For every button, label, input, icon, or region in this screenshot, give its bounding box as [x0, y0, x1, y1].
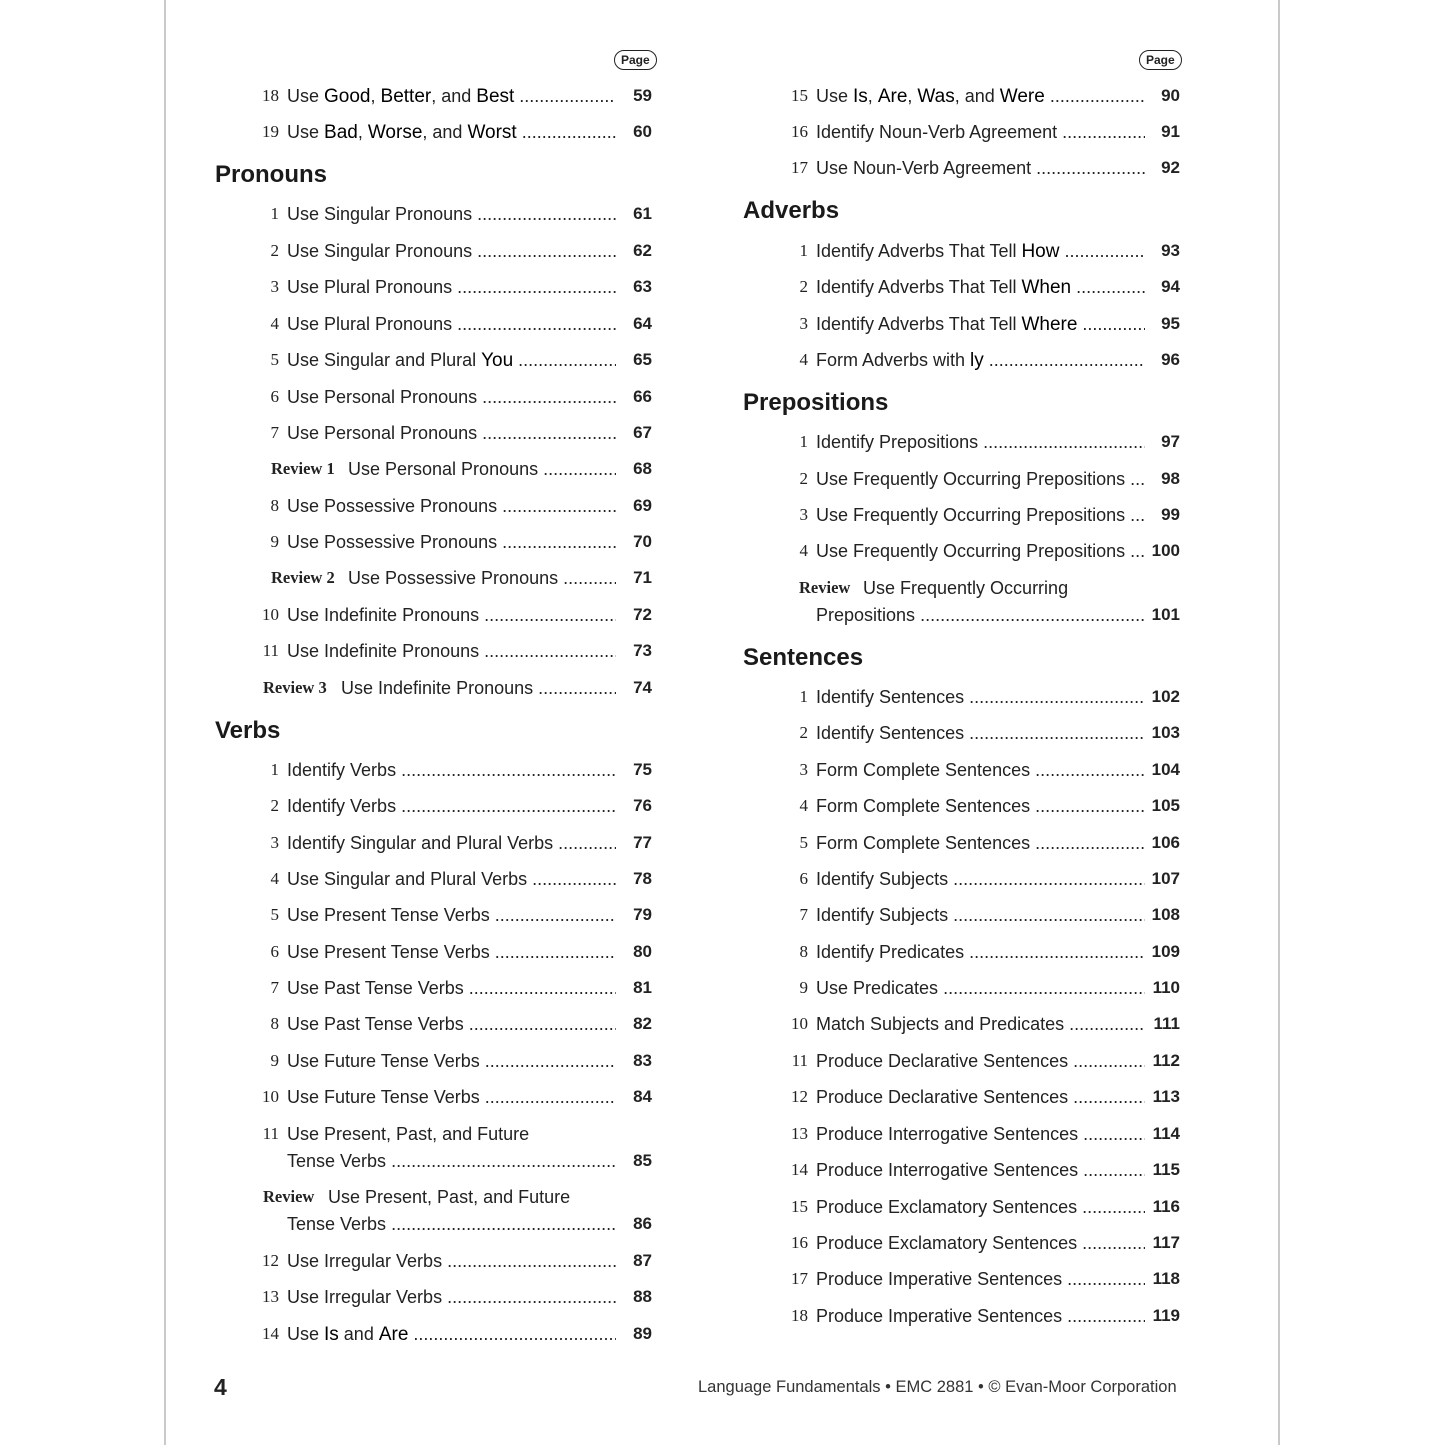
entry-page-number: 82 [633, 1014, 652, 1033]
entry-number: 1 [799, 687, 808, 706]
title-text: Identify Singular and Plural Verbs [287, 833, 554, 853]
entry-page-number: 109 [1151, 942, 1180, 961]
entry-page-number: 89 [633, 1324, 652, 1343]
title-text: Use Frequently Occurring Prepositions [816, 469, 1126, 489]
toc-entry-title [816, 428, 1145, 456]
entry-page-number: 98 [1161, 469, 1180, 488]
toc-entry-title [816, 601, 1145, 629]
title-keyword: Are [378, 1324, 409, 1345]
title-text: Use Possessive Pronouns [287, 532, 498, 552]
entry-page-number: 107 [1151, 869, 1180, 888]
entry-page-number: 100 [1151, 541, 1180, 560]
entry-number: 4 [799, 796, 808, 815]
entry-page-number: 69 [633, 496, 652, 515]
toc-entry-title [816, 154, 1145, 182]
entry-number: 14 [262, 1324, 279, 1343]
entry-number: 11 [262, 1124, 279, 1143]
entry-number: 2 [270, 796, 279, 815]
entry-page-number: 118 [1152, 1269, 1180, 1288]
title-keyword: Better [380, 86, 432, 107]
title-text: Use Plural Pronouns [287, 277, 453, 297]
toc-entry-title [816, 901, 1145, 929]
section-heading: Verbs [215, 717, 281, 744]
page-edge-right [1278, 0, 1280, 1445]
toc-entry-title [287, 974, 616, 1002]
title-text: Use Personal Pronouns [287, 387, 478, 407]
entry-number: 7 [270, 978, 279, 997]
entry-page-number: 112 [1152, 1051, 1180, 1070]
entry-page-number: 79 [633, 905, 652, 924]
title-keyword: Worst [467, 122, 517, 143]
toc-entry-title [341, 674, 616, 702]
title-keyword: Good [324, 86, 371, 107]
entry-number: 10 [262, 1087, 279, 1106]
entry-number: 5 [270, 350, 279, 369]
toc-entry-title [816, 1229, 1145, 1257]
title-text: Use Personal Pronouns [287, 423, 478, 443]
entry-number: 9 [799, 978, 808, 997]
toc-entry-title [816, 756, 1145, 784]
title-text: Use Plural Pronouns [287, 314, 453, 334]
title-text: Use Frequently Occurring Prepositions [816, 541, 1126, 561]
entry-number: 13 [262, 1287, 279, 1306]
toc-entry-title [287, 1047, 616, 1075]
entry-number: 2 [799, 723, 808, 742]
entry-page-number: 76 [633, 796, 652, 815]
review-label: Review [263, 1187, 315, 1206]
entry-number: 7 [799, 905, 808, 924]
title-text: Use [287, 122, 325, 142]
entry-page-number: 92 [1161, 158, 1180, 177]
toc-entry-title [287, 528, 616, 556]
title-text: Produce Exclamatory Sentences [816, 1233, 1078, 1253]
title-keyword: Are [877, 86, 908, 107]
entry-number: 18 [262, 86, 279, 105]
title-text: , and [954, 86, 1000, 106]
title-keyword: Where [1021, 314, 1078, 335]
toc-entry-title [816, 501, 1145, 529]
toc-entry-title [287, 310, 616, 338]
toc-entry-title [287, 1010, 616, 1038]
toc-entry-title [287, 829, 616, 857]
section-heading: Prepositions [743, 389, 889, 416]
page-column-label: Page [1139, 50, 1182, 70]
toc-entry-title [287, 1083, 616, 1111]
footer-credit: Language Fundamentals • EMC 2881 • © Evan-Moor Corporation [698, 1378, 1177, 1396]
entry-page-number: 119 [1152, 1306, 1180, 1325]
toc-entry-title [816, 1156, 1145, 1184]
entry-number: 6 [270, 387, 279, 406]
title-text: and [338, 1324, 379, 1344]
title-text: Use Singular and Plural Verbs [287, 869, 528, 889]
entry-number: 6 [799, 869, 808, 888]
title-text: Identify Verbs [287, 760, 397, 780]
entry-number: 15 [791, 1197, 808, 1216]
entry-number: 13 [791, 1124, 808, 1143]
title-text: Use Possessive Pronouns [348, 568, 559, 588]
entry-page-number: 87 [633, 1251, 652, 1270]
entry-page-number: 66 [633, 387, 652, 406]
entry-page-number: 60 [633, 122, 652, 141]
toc-entry-title [287, 1283, 616, 1311]
entry-page-number: 102 [1151, 687, 1180, 706]
toc-entry-title [287, 237, 616, 265]
entry-number: 4 [799, 350, 808, 369]
page-edge-left [164, 0, 166, 1445]
entry-page-number: 65 [633, 350, 652, 369]
entry-page-number: 95 [1161, 314, 1180, 333]
title-text: Produce Imperative Sentences [816, 1269, 1063, 1289]
entry-number: 8 [799, 942, 808, 961]
title-keyword: Were [999, 86, 1045, 107]
entry-number: 3 [270, 833, 279, 852]
entry-number: 1 [270, 204, 279, 223]
title-keyword: When [1021, 277, 1072, 298]
entry-page-number: 115 [1152, 1160, 1180, 1179]
title-text: Identify Sentences [816, 723, 965, 743]
title-text: Use Future Tense Verbs [287, 1051, 480, 1071]
entry-number: 2 [270, 241, 279, 260]
title-text: Use Noun-Verb Agreement [816, 158, 1032, 178]
title-text: Prepositions [816, 605, 916, 625]
toc-entry-title [287, 938, 616, 966]
entry-page-number: 111 [1153, 1014, 1180, 1033]
entry-page-number: 110 [1152, 978, 1180, 997]
toc-entry-title [816, 1265, 1145, 1293]
toc-entry-title [816, 1047, 1145, 1075]
entry-page-number: 85 [633, 1151, 652, 1170]
title-text: , [357, 122, 368, 142]
entry-page-number: 64 [633, 314, 652, 333]
title-text: Form Complete Sentences [816, 796, 1031, 816]
entry-number: 16 [791, 1233, 808, 1252]
section-heading: Pronouns [215, 161, 327, 188]
toc-entry-title [287, 1247, 616, 1275]
entry-page-number: 104 [1151, 760, 1180, 779]
toc-entry-title [816, 310, 1145, 338]
entry-page-number: 72 [633, 605, 652, 624]
title-keyword: Worse [367, 122, 423, 143]
title-text: Identify Prepositions [816, 432, 979, 452]
title-text: Use [287, 86, 325, 106]
title-text: Use Predicates [816, 978, 939, 998]
title-text: Identify Predicates [816, 942, 965, 962]
entry-number: 8 [270, 1014, 279, 1033]
toc-entry-title [287, 200, 616, 228]
toc-entry-title [816, 82, 1145, 110]
entry-number: 14 [791, 1160, 808, 1179]
entry-number: 15 [791, 86, 808, 105]
title-keyword: How [1021, 241, 1060, 262]
toc-entry-title [348, 564, 616, 592]
entry-number: 1 [799, 241, 808, 260]
title-text: Use Present Tense Verbs [287, 905, 490, 925]
entry-page-number: 77 [633, 833, 652, 852]
entry-page-number: 81 [633, 978, 652, 997]
entry-number: 3 [270, 277, 279, 296]
entry-page-number: 117 [1152, 1233, 1180, 1252]
title-keyword: Was [917, 86, 955, 107]
entry-page-number: 63 [633, 277, 652, 296]
toc-entry-title [816, 537, 1145, 565]
entry-number: 11 [791, 1051, 808, 1070]
title-text: , [867, 86, 878, 106]
entry-page-number: 103 [1151, 723, 1180, 742]
title-keyword: You [481, 350, 514, 371]
entry-page-number: 116 [1152, 1197, 1180, 1216]
title-text: Use Past Tense Verbs [287, 1014, 464, 1034]
toc-entry-title [816, 1302, 1145, 1330]
title-text: Use Past Tense Verbs [287, 978, 464, 998]
toc-entry-title [816, 346, 1145, 374]
toc-entry-title [287, 601, 616, 629]
title-text: , [370, 86, 381, 106]
title-text: Form Complete Sentences [816, 833, 1031, 853]
entry-number: 2 [799, 469, 808, 488]
toc-entry-title [816, 974, 1145, 1002]
entry-number: 17 [791, 158, 808, 177]
entry-number: 8 [270, 496, 279, 515]
toc-entry-title [287, 419, 616, 447]
title-text: Identify Noun-Verb Agreement [816, 122, 1058, 142]
title-keyword: Best [476, 86, 515, 107]
entry-number: 17 [791, 1269, 808, 1288]
title-text: Use Indefinite Pronouns [341, 678, 534, 698]
entry-page-number: 94 [1161, 277, 1180, 296]
entry-page-number: 96 [1161, 350, 1180, 369]
toc-entry-title [287, 865, 616, 893]
title-text: Use Irregular Verbs [287, 1251, 443, 1271]
toc-entry-title [287, 118, 616, 146]
title-text: Identify Adverbs That Tell [816, 314, 1022, 334]
page-column-label: Page [614, 50, 657, 70]
entry-number: 1 [270, 760, 279, 779]
toc-entry-title [287, 756, 616, 784]
toc-entry-title [816, 1010, 1145, 1038]
entry-number: 4 [270, 314, 279, 333]
entry-number: 4 [270, 869, 279, 888]
title-text: Produce Declarative Sentences [816, 1087, 1069, 1107]
toc-entry-title-line1: Use Present, Past, and Future [328, 1187, 571, 1207]
title-text: Produce Declarative Sentences [816, 1051, 1069, 1071]
entry-page-number: 78 [633, 869, 652, 888]
entry-page-number: 108 [1151, 905, 1180, 924]
title-text: Produce Interrogative Sentences [816, 1124, 1079, 1144]
toc-entry-title [287, 273, 616, 301]
entry-number: 10 [262, 605, 279, 624]
review-label: Review 1 [271, 459, 335, 478]
entry-page-number: 67 [633, 423, 652, 442]
toc-entry-title [816, 118, 1145, 146]
toc-entry-title [287, 1210, 616, 1238]
toc-entry-title [816, 237, 1145, 265]
toc-entry-title [287, 637, 616, 665]
entry-page-number: 68 [633, 459, 652, 478]
title-keyword: ly [970, 350, 984, 371]
toc-entry-title [816, 719, 1145, 747]
entry-number: 5 [270, 905, 279, 924]
entry-page-number: 99 [1161, 505, 1180, 524]
entry-page-number: 84 [633, 1087, 652, 1106]
entry-page-number: 101 [1151, 605, 1180, 624]
title-text: Use Indefinite Pronouns [287, 641, 480, 661]
entry-number: 6 [270, 942, 279, 961]
title-text: Match Subjects and Predicates [816, 1014, 1065, 1034]
entry-page-number: 88 [633, 1287, 652, 1306]
entry-number: 12 [262, 1251, 279, 1270]
toc-entry-title-line1: Use Frequently Occurring [863, 578, 1069, 598]
title-text: Tense Verbs [287, 1214, 387, 1234]
toc-entry-title [816, 1120, 1145, 1148]
title-text: Use Singular and Plural [287, 350, 482, 370]
title-keyword: Is [324, 1324, 339, 1345]
entry-number: 7 [270, 423, 279, 442]
title-text: Use [287, 1324, 325, 1344]
entry-page-number: 97 [1161, 432, 1180, 451]
title-text: Identify Adverbs That Tell [816, 241, 1022, 261]
entry-number: 3 [799, 314, 808, 333]
title-text: Produce Interrogative Sentences [816, 1160, 1079, 1180]
toc-entry-title [816, 465, 1145, 493]
toc-entry-title [816, 1193, 1145, 1221]
title-text: Use [816, 86, 854, 106]
toc-entry-title [816, 829, 1145, 857]
section-heading: Adverbs [743, 197, 840, 224]
entry-page-number: 73 [633, 641, 652, 660]
title-text: Use Singular Pronouns [287, 204, 473, 224]
section-heading: Sentences [743, 644, 864, 671]
entry-number: 3 [799, 760, 808, 779]
entry-page-number: 113 [1152, 1087, 1180, 1106]
review-label: Review 3 [263, 678, 327, 697]
toc-entry-title [287, 492, 616, 520]
title-text: Tense Verbs [287, 1151, 387, 1171]
title-text: Produce Exclamatory Sentences [816, 1197, 1078, 1217]
entry-number: 4 [799, 541, 808, 560]
toc-entry-title [287, 901, 616, 929]
entry-page-number: 86 [633, 1214, 652, 1233]
entry-page-number: 75 [633, 760, 652, 779]
title-text: Use Frequently Occurring Prepositions [816, 505, 1126, 525]
entry-number: 11 [262, 641, 279, 660]
entry-number: 1 [799, 432, 808, 451]
entry-number: 5 [799, 833, 808, 852]
toc-entry-title [287, 346, 616, 374]
toc-entry-title [816, 1083, 1145, 1111]
entry-page-number: 62 [633, 241, 652, 260]
title-text: Use Possessive Pronouns [287, 496, 498, 516]
entry-number: 9 [270, 532, 279, 551]
entry-page-number: 80 [633, 942, 652, 961]
toc-entry-title [348, 455, 616, 483]
title-text: Form Adverbs with [816, 350, 971, 370]
entry-page-number: 90 [1161, 86, 1180, 105]
title-text: Use Singular Pronouns [287, 241, 473, 261]
toc-entry-title [287, 82, 616, 110]
title-text: Use Personal Pronouns [348, 459, 539, 479]
entry-page-number: 114 [1152, 1124, 1180, 1143]
entry-page-number: 106 [1151, 833, 1180, 852]
title-text: Identify Adverbs That Tell [816, 277, 1022, 297]
toc-entry-title [816, 792, 1145, 820]
title-text: Form Complete Sentences [816, 760, 1031, 780]
title-text: , [907, 86, 918, 106]
entry-number: 19 [262, 122, 279, 141]
entry-number: 2 [799, 277, 808, 296]
entry-number: 18 [791, 1306, 808, 1325]
toc-entry-title [816, 938, 1145, 966]
title-text: Use Future Tense Verbs [287, 1087, 480, 1107]
entry-number: 16 [791, 122, 808, 141]
entry-number: 9 [270, 1051, 279, 1070]
toc-entry-title [287, 1147, 616, 1175]
entry-page-number: 105 [1151, 796, 1180, 815]
title-text: Identify Subjects [816, 905, 949, 925]
title-text: Identify Verbs [287, 796, 397, 816]
title-keyword: Is [853, 86, 868, 107]
title-text: Use Irregular Verbs [287, 1287, 443, 1307]
toc-entry-title [287, 1320, 616, 1348]
entry-page-number: 71 [633, 568, 652, 587]
review-label: Review 2 [271, 568, 335, 587]
entry-page-number: 74 [633, 678, 652, 697]
entry-number: 3 [799, 505, 808, 524]
title-keyword: Bad [324, 122, 358, 143]
toc-entry-title [816, 683, 1145, 711]
title-text: , and [431, 86, 477, 106]
entry-page-number: 93 [1161, 241, 1180, 260]
title-text: , and [422, 122, 468, 142]
entry-page-number: 83 [633, 1051, 652, 1070]
review-label: Review [799, 578, 851, 597]
title-text: Produce Imperative Sentences [816, 1306, 1063, 1326]
title-text: Use Present Tense Verbs [287, 942, 490, 962]
title-text: Identify Subjects [816, 869, 949, 889]
toc-entry-title [287, 383, 616, 411]
entry-number: 10 [791, 1014, 808, 1033]
toc-entry-title [816, 273, 1145, 301]
toc-entry-title [287, 792, 616, 820]
toc-entry-title [816, 865, 1145, 893]
page-number: 4 [214, 1374, 227, 1400]
entry-page-number: 61 [633, 204, 652, 223]
title-text: Use Indefinite Pronouns [287, 605, 480, 625]
entry-page-number: 59 [633, 86, 652, 105]
entry-page-number: 70 [633, 532, 652, 551]
entry-page-number: 91 [1161, 122, 1180, 141]
toc-entry-title-line1: Use Present, Past, and Future [287, 1124, 530, 1144]
entry-number: 12 [791, 1087, 808, 1106]
title-text: Identify Sentences [816, 687, 965, 707]
